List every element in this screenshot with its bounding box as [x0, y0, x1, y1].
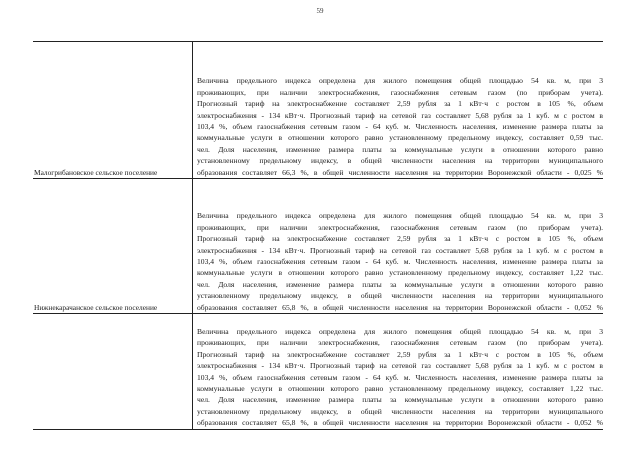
settlement-name: Нижнекарачанское сельское поселение [33, 179, 193, 314]
text-line: Величина предельного индекса определена для жилого помещения общей площадью 54 кв. м, при 3 [197, 76, 603, 86]
text-line: Прогнозный тариф на электроснабжение составляет 2,59 рубля за 1 кВт·ч с ростом в 105 %, объем [197, 99, 603, 109]
description-lines [197, 210, 603, 313]
settlement-name: Малогрибановское сельское поселение [33, 42, 193, 179]
index-description [193, 314, 604, 430]
text-line: коммунальные услуги в отношении которого равно установленному предельному индексу, составляет 1,22 тыс. [197, 268, 603, 278]
description-lines [197, 326, 603, 429]
table-row [33, 179, 603, 314]
text-line: электроснабжения - 134 кВт·ч. Прогнозный тариф на сетевой газ составляет 5,68 рубля за 1 куб. м с ростом в [197, 110, 603, 120]
text-line: чел. Доля населения, изменение размера платы за коммунальные услуги в отношении которого равно [197, 395, 603, 405]
text-line: Величина предельного индекса определена для жилого помещения общей площадью 54 кв. м, при 3 [197, 211, 603, 221]
text-line: Прогнозный тариф на электроснабжение составляет 2,59 рубля за 1 кВт·ч с ростом в 105 %, объем [197, 349, 603, 359]
text-line: проживающих, при наличии электроснабжения, газоснабжения сетевым газом (по приборам учета). [197, 87, 603, 97]
text-line: чел. Доля населения, изменение размера платы за коммунальные услуги в отношении которого равно [197, 279, 603, 289]
text-line: 103,4 %, объем газоснабжения сетевым газом - 64 куб. м. Численность населения, изменение размера платы за [197, 372, 603, 382]
settlement-name [33, 314, 193, 430]
text-line: установленному предельному индексу, в общей численности населения на территории муниципального [197, 406, 603, 416]
table-row [33, 42, 603, 179]
text-line: 103,4 %, объем газоснабжения сетевым газом - 64 куб. м. Численность населения, изменение размера платы за [197, 256, 603, 266]
text-line: коммунальные услуги в отношении которого равно установленному предельному индексу, составляет 1,22 тыс. [197, 384, 603, 394]
table-row [33, 314, 603, 430]
text-line: проживающих, при наличии электроснабжения, газоснабжения сетевым газом (по приборам учета). [197, 338, 603, 348]
text-line: Величина предельного индекса определена для жилого помещения общей площадью 54 кв. м, при 3 [197, 327, 603, 336]
text-line: образования составляет 65,8 %, в общей численности населения на территории Воронежской области - 0,052 % [197, 418, 603, 428]
page-number: 59 [316, 7, 324, 15]
text-line: Прогнозный тариф на электроснабжение составляет 2,59 рубля за 1 кВт·ч с ростом в 105 %, объем [197, 234, 603, 244]
index-description [193, 42, 604, 179]
settlement-table [33, 41, 603, 430]
text-line: образования составляет 66,3 %, в общей численности населения на территории Воронежской области - 0,025 % [197, 167, 603, 177]
text-line: электроснабжения - 134 кВт·ч. Прогнозный тариф на сетевой газ составляет 5,68 рубля за 1 куб. м с ростом в [197, 245, 603, 255]
text-line: 103,4 %, объем газоснабжения сетевым газом - 64 куб. м. Численность населения, изменение размера платы за [197, 121, 603, 131]
text-line: установленному предельному индексу, в общей численности населения на территории муниципального [197, 291, 603, 301]
text-line: чел. Доля населения, изменение размера платы за коммунальные услуги в отношении которого равно [197, 144, 603, 154]
text-line: электроснабжения - 134 кВт·ч. Прогнозный тариф на сетевой газ составляет 5,68 рубля за 1 куб. м с ростом в [197, 361, 603, 371]
text-line: проживающих, при наличии электроснабжения, газоснабжения сетевым газом (по приборам учета). [197, 222, 603, 232]
text-line: образования составляет 65,8 %, в общей численности населения на территории Воронежской области - 0,052 % [197, 302, 603, 312]
description-lines [197, 75, 603, 178]
index-description [193, 179, 604, 314]
text-line: установленному предельному индексу, в общей численности населения на территории муниципального [197, 156, 603, 166]
text-line: коммунальные услуги в отношении которого равно установленному предельному индексу, составляет 0,59 тыс. [197, 133, 603, 143]
